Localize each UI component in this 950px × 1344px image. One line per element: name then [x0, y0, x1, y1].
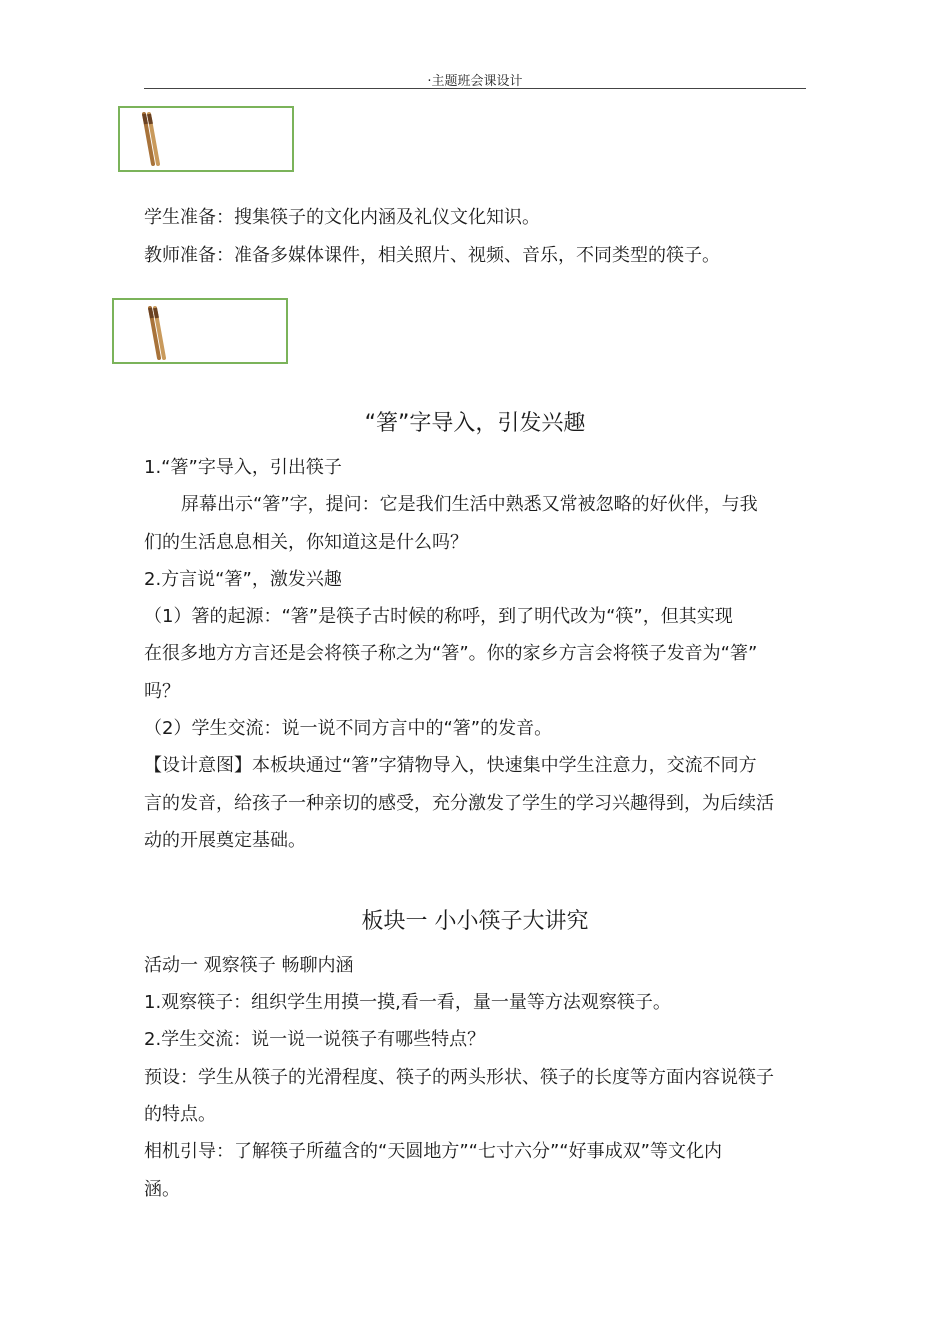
sub1-line1: （1）箸的起源：“箸”是筷子古时候的称呼，到了明代改为“筷”，但其实现 [144, 606, 733, 627]
page-header: ·主题班会课设计 [427, 74, 523, 89]
item1-body-line2: 们的生活息息相关，你知道这是什么吗？ [144, 532, 468, 553]
section1-heading: “箸”字导入，引发兴趣 [364, 411, 586, 436]
sub1-line3: 吗？ [144, 681, 180, 702]
step2: 2.学生交流：说一说一说筷子有哪些特点？ [144, 1029, 486, 1050]
chopsticks-icon [138, 112, 162, 166]
chopsticks-icon [144, 306, 168, 360]
preset-line1: 预设：学生从筷子的光滑程度、筷子的两头形状、筷子的长度等方面内容说筷子 [144, 1067, 774, 1088]
header-rule [144, 88, 806, 89]
item1-body-line1: 屏幕出示“箸”字，提问：它是我们生活中熟悉又常被忽略的好伙伴，与我 [181, 494, 758, 515]
section2-heading: 板块一 小小筷子大讲究 [361, 909, 589, 934]
step1: 1.观察筷子：组织学生用摸一摸,看一看，量一量等方法观察筷子。 [144, 992, 671, 1013]
design-intent-line3: 动的开展奠定基础。 [144, 830, 306, 851]
design-intent-line2: 言的发音，给孩子一种亲切的感受，充分激发了学生的学习兴趣得到，为后续活 [144, 793, 774, 814]
sub2: （2）学生交流：说一说不同方言中的“箸”的发音。 [144, 718, 553, 739]
chopsticks-image-box [118, 106, 294, 172]
guide-line1: 相机引导：了解筷子所蕴含的“天圆地方”“七寸六分”“好事成双”等文化内 [144, 1141, 722, 1162]
item2-title: 2.方言说“箸”，激发兴趣 [144, 569, 342, 590]
chopsticks-image-box [112, 298, 288, 364]
teacher-prep: 教师准备：准备多媒体课件，相关照片、视频、音乐，不同类型的筷子。 [144, 245, 720, 266]
guide-line2: 涵。 [144, 1179, 180, 1200]
sub1-line2: 在很多地方方言还是会将筷子称之为“箸”。你的家乡方言会将筷子发音为“箸” [144, 643, 758, 664]
design-intent-line1: 【设计意图】本板块通过“箸”字猜物导入，快速集中学生注意力，交流不同方 [144, 755, 757, 776]
preset-line2: 的特点。 [144, 1104, 216, 1125]
item1-title: 1.“箸”字导入，引出筷子 [144, 457, 342, 478]
student-prep: 学生准备：搜集筷子的文化内涵及礼仪文化知识。 [144, 207, 540, 228]
activity-title: 活动一 观察筷子 畅聊内涵 [144, 955, 354, 976]
